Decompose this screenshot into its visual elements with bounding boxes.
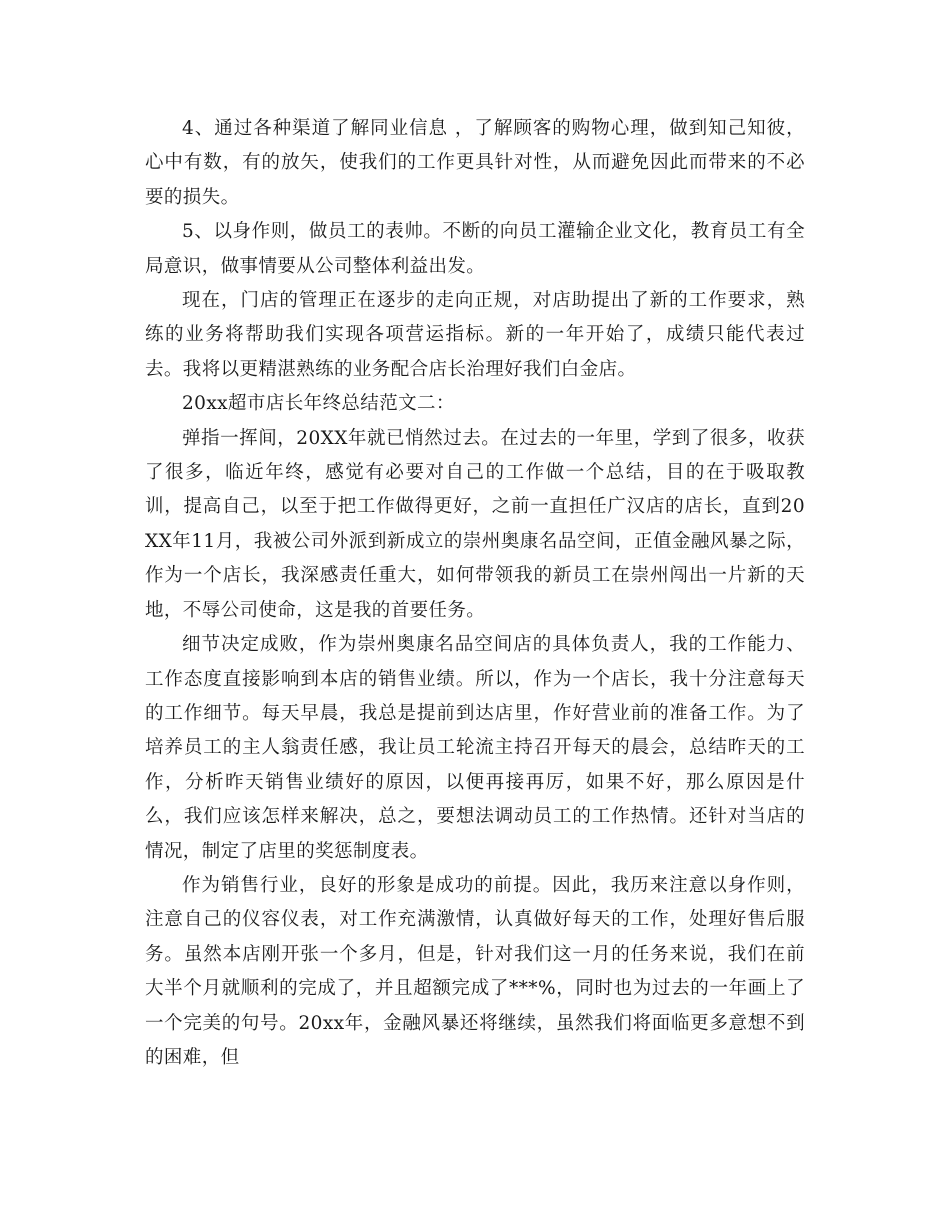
document-body xyxy=(145,112,805,1075)
paragraph-image: 作为销售行业，良好的形象是成功的前提。因此，我历来注意以身作则，注意自己的仪容仪表，对工作充满激情，认真做好每天的工作，处理好售后服务。虽然本店刚开张一个多月，但是，针对我们这一月的任务来说，我们在前大半个月就顺利的完成了，并且超额完成了***%，同时也为过去的一年画上了一个完美的句号。20xx年，金融风暴还将继续，虽然我们将面临更多意想不到的困难，但 xyxy=(145,874,805,1068)
paragraph-point-5: 5、以身作则，做员工的表帅。不断的向员工灌输企业文化，教育员工有全局意识，做事情要从公司整体利益出发。 xyxy=(145,221,805,277)
paragraph-intro: 弹指一挥间，20XX年就已悄然过去。在过去的一年里，学到了很多，收获了很多，临近年终，感觉有必要对自己的工作做一个总结，目的在于吸取教训，提高自己，以至于把工作做得更好，之前一直担任广汉店的店长，直到20XX年11月，我被公司外派到新成立的崇州奥康名品空间，正值金融风暴之际，作为一个店长，我深感责任重大，如何带领我的新员工在崇州闯出一片新的天地，不辱公司使命，这是我的首要任务。 xyxy=(145,427,805,621)
paragraph-point-4: 4、通过各种渠道了解同业信息 ，了解顾客的购物心理，做到知己知彼，心中有数，有的放矢，使我们的工作更具针对性，从而避免因此而带来的不必要的损失。 xyxy=(145,118,805,208)
paragraph-conclusion: 现在，门店的管理正在逐步的走向正规，对店助提出了新的工作要求，熟练的业务将帮助我们实现各项营运指标。新的一年开始了，成绩只能代表过去。我将以更精湛熟练的业务配合店长治理好我们白金店。 xyxy=(145,290,805,380)
paragraph-details: 细节决定成败，作为崇州奥康名品空间店的具体负责人，我的工作能力、工作态度直接影响到本店的销售业绩。所以，作为一个店长，我十分注意每天的工作细节。每天早晨，我总是提前到达店里，作好营业前的准备工作。为了培养员工的主人翁责任感，我让员工轮流主持召开每天的晨会，总结昨天的工作，分析昨天销售业绩好的原因，以便再接再厉，如果不好，那么原因是什么，我们应该怎样来解决，总之，要想法调动员工的工作热情。还针对当店的情况，制定了店里的奖惩制度表。 xyxy=(145,634,805,862)
section-heading-sample-two: 20xx超市店长年终总结范文二： xyxy=(182,393,455,415)
